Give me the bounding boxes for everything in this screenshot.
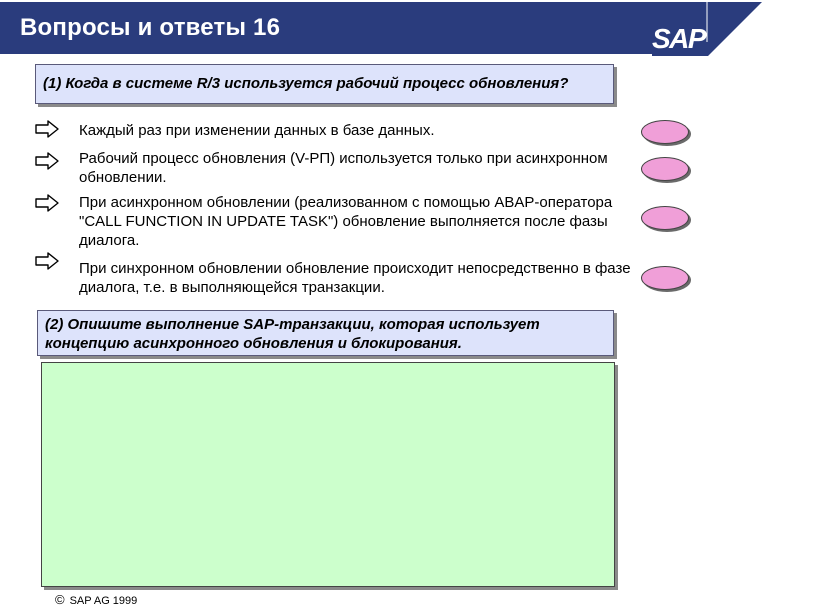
- slide-header: [0, 0, 816, 56]
- answer-1-text: Каждый раз при изменении данных в базе данных.: [79, 122, 435, 139]
- answer-4-oval-marker-icon[interactable]: [641, 266, 689, 290]
- hand-pointer-arrow-icon: [34, 151, 60, 171]
- footer: [55, 592, 137, 607]
- question-2-box: [37, 310, 614, 356]
- question-1-box: [35, 64, 614, 104]
- hand-pointer-arrow-icon: [34, 251, 60, 271]
- page-title: Вопросы и ответы 16: [20, 14, 281, 41]
- question-1-text: (1) Когда в системе R/3 используется рабочий процесс обновления?: [43, 75, 569, 92]
- answer-4-text: При синхронном обновлении обновление происходит непосредственно в фазе диалога, т.е. в выполняющейся транзакции.: [79, 260, 631, 296]
- answer-2-oval-marker-icon[interactable]: [641, 157, 689, 181]
- answer-3-oval-marker-icon[interactable]: [641, 206, 689, 230]
- answer-1-oval-marker-icon[interactable]: [641, 120, 689, 144]
- answer-2-text: Рабочий процесс обновления (V-РП) используется только при асинхронном обновлении.: [79, 150, 608, 186]
- hand-pointer-arrow-icon: [34, 119, 60, 139]
- footer-text: SAP AG 1999: [69, 595, 138, 607]
- answer-area[interactable]: [41, 362, 615, 587]
- hand-pointer-arrow-icon: [34, 193, 60, 213]
- header-bar: [0, 2, 654, 54]
- answer-3-text: При асинхронном обновлении (реализованном с помощью ABAP-оператора "CALL FUNCTION IN UPDATE TASK") обновление выполняется после фазы диалога.: [79, 194, 613, 249]
- sap-logo-text: SAP: [652, 23, 706, 54]
- copyright-icon: ©: [55, 592, 65, 607]
- question-2-text: (2) Опишите выполнение SAP-транзакции, которая использует концепцию асинхронного обновления и блокирования.: [45, 316, 540, 352]
- sap-logo: [652, 2, 772, 56]
